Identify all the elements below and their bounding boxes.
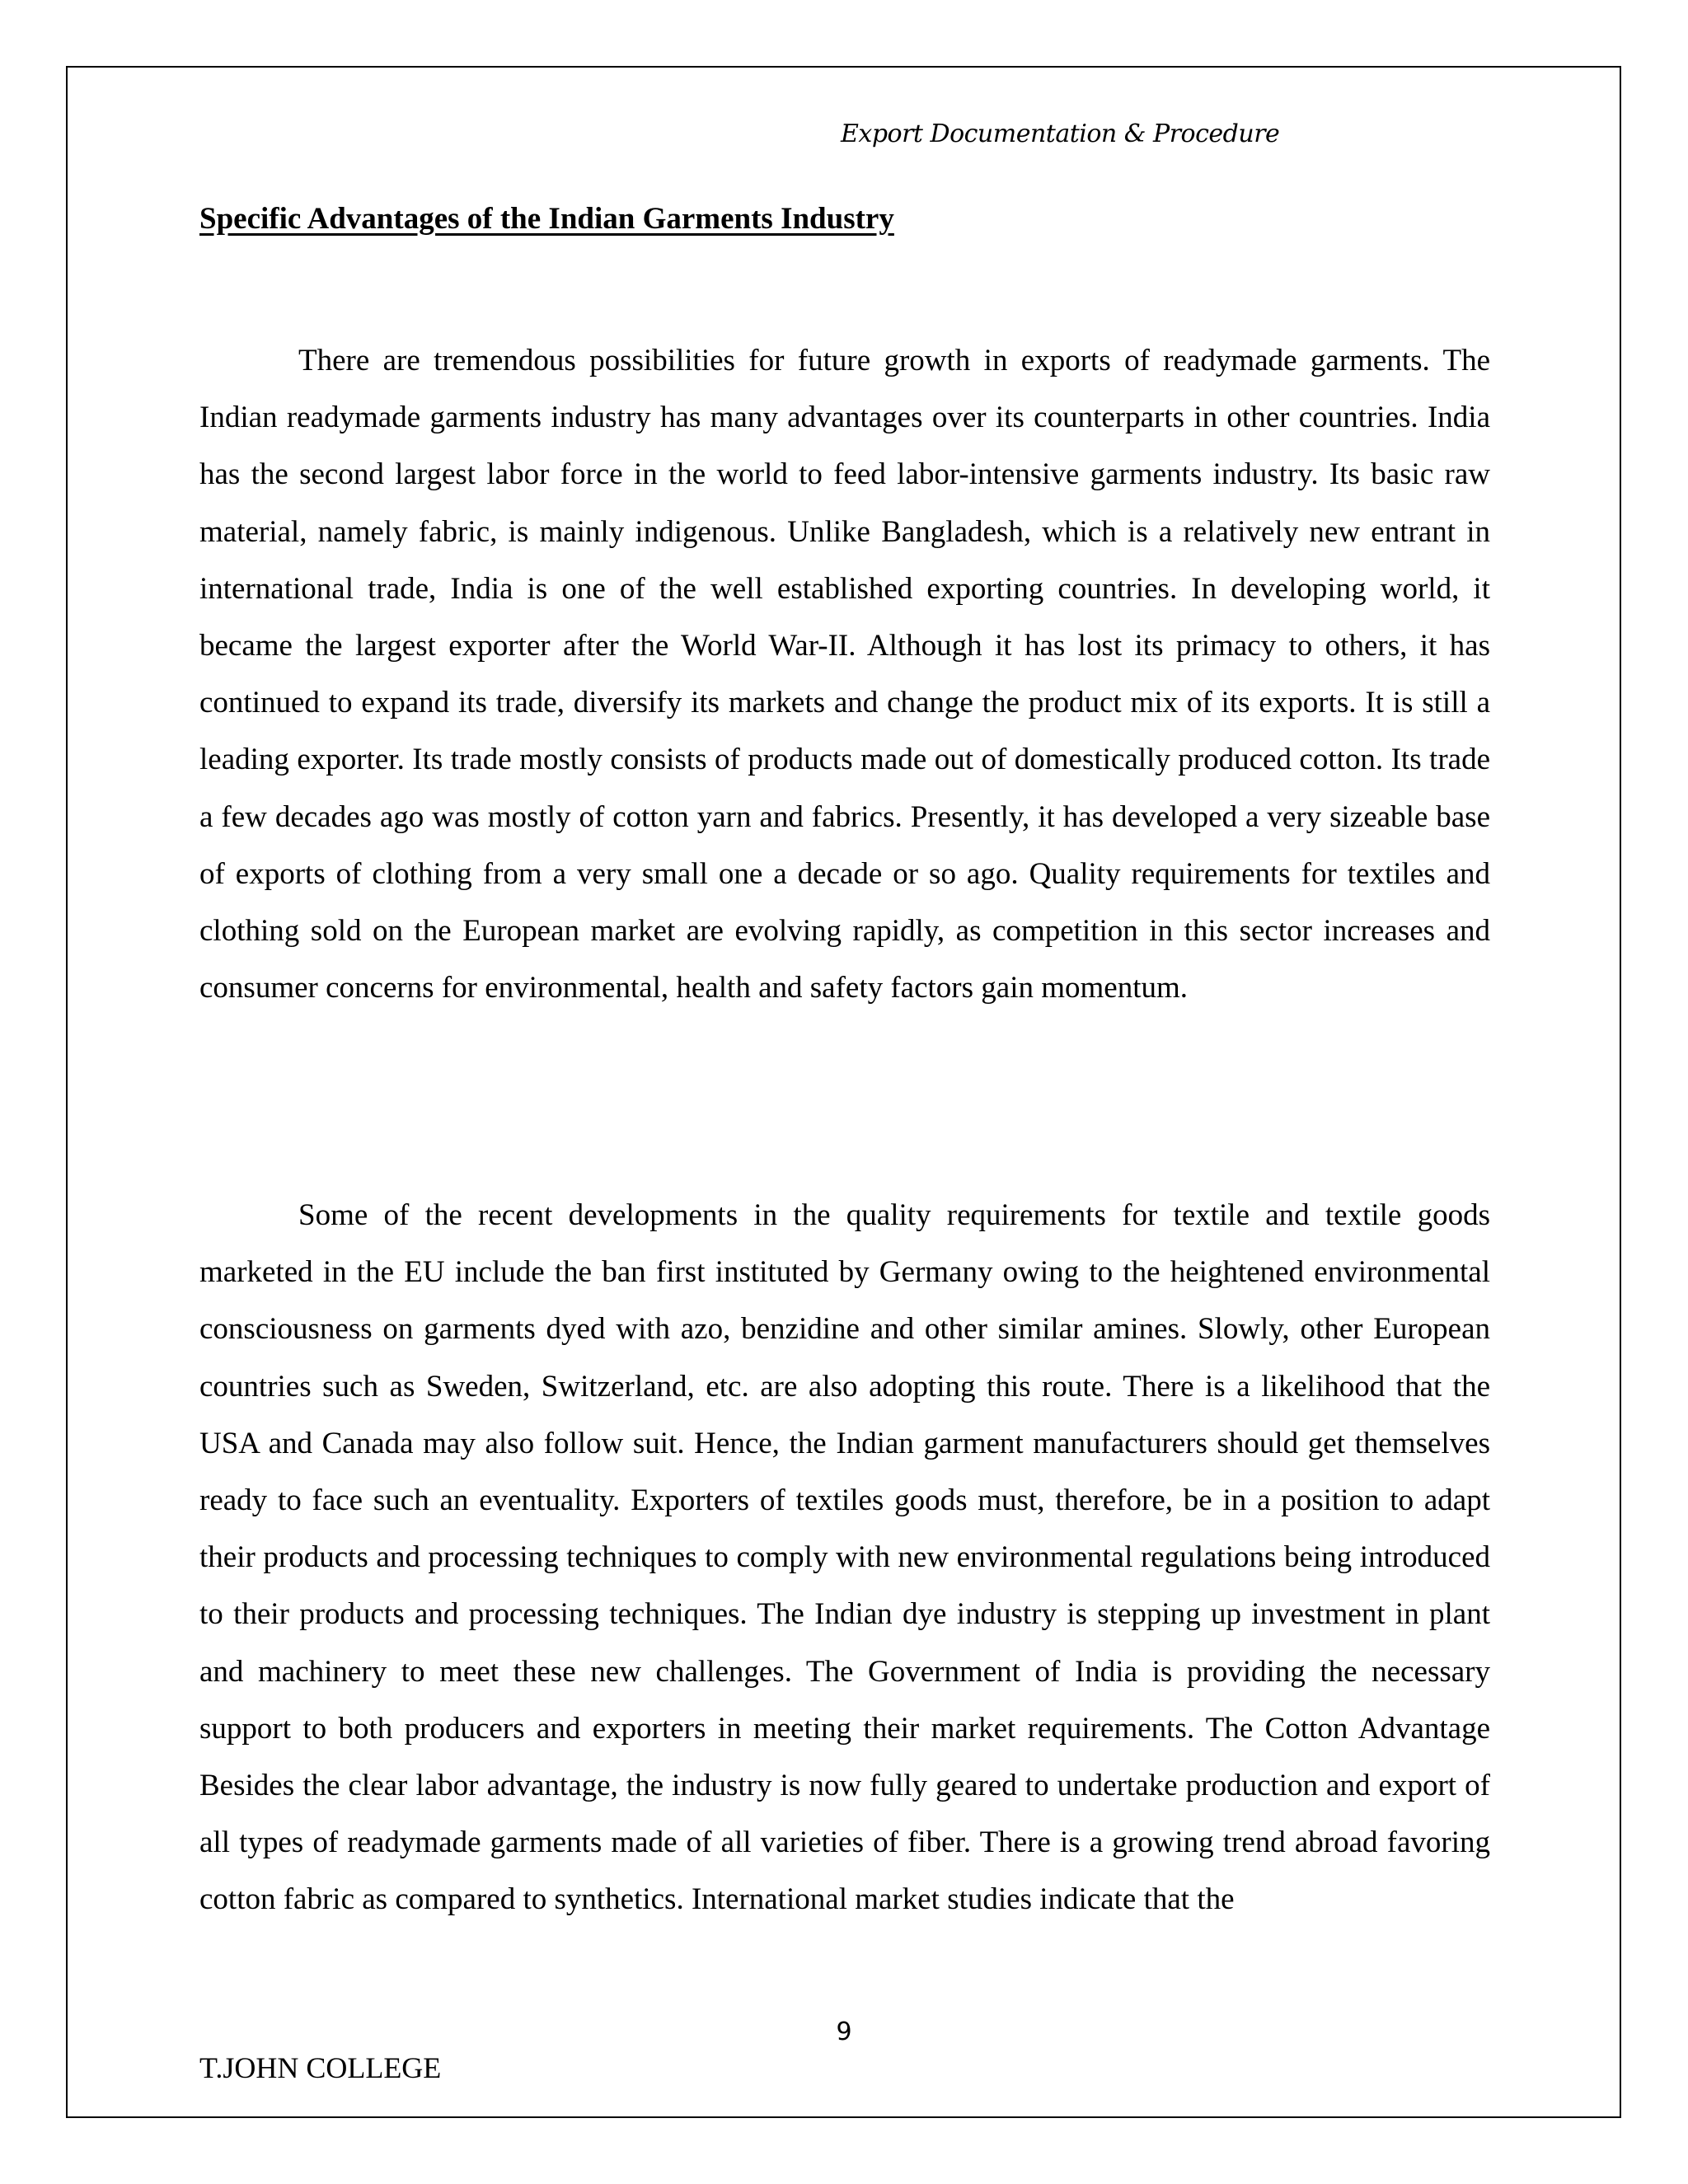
body-paragraph: Some of the recent developments in the quality requirements for textile and textile goods marketed in the EU include the ban first instituted by Germany owing to the heightened environmental consciousness on garments dyed with azo, benzidine and other similar amines. Slowly, other European countries such as Sweden, Switzerland, etc. are also adopting this route. There is a likelihood that the USA and Canada may also follow suit. Hence, the Indian garment manufacturers should get themselves ready to face such an eventuality. Exporters of textiles goods must, therefore, be in a position to adapt their products and processing techniques to comply with new environmental regulations being introduced to their products and processing techniques. The Indian dye industry is stepping up investment in plant and machinery to meet these new challenges. The Government of India is providing the necessary support to both producers and exporters in meeting their market requirements. The Cotton Advantage Besides the clear labor advantage, the industry is now fully geared to undertake production and export of all types of readymade garments made of all varieties of fiber. There is a growing trend abroad favoring cotton fabric as compared to synthetics. International market studies indicate that the xyxy=(199,1198,1490,1917)
body-paragraph: There are tremendous possibilities for future growth in exports of readymade garments. The Indian readymade garments industry has many advantages over its counterparts in other countries. India has the second largest labor force in the world to feed labor-intensive garments industry. Its basic raw material, namely fabric, is mainly indigenous. Unlike Bangladesh, which is a relatively new entrant in international trade, India is one of the well established exporting countries. In developing world, it became the largest exporter after the World War-II. Although it has lost its primacy to others, it has continued to expand its trade, diversify its markets and change the product mix of its exports. It is still a leading exporter. Its trade mostly consists of products made out of domestically produced cotton. Its trade a few decades ago was mostly of cotton yarn and fabrics. Presently, it has developed a very sizeable base of exports of clothing from a very small one a decade or so ago. Quality requirements for textiles and clothing sold on the European market are evolving rapidly, as competition in this sector increases and consumer concerns for environmental, health and safety factors gain momentum. xyxy=(199,344,1490,1005)
footer-college-name: T.JOHN COLLEGE xyxy=(199,2051,442,2084)
running-header: Export Documentation & Procedure xyxy=(841,120,1280,148)
page-number: 9 xyxy=(836,2018,852,2046)
section-title: Specific Advantages of the Indian Garments Industry xyxy=(199,202,894,236)
